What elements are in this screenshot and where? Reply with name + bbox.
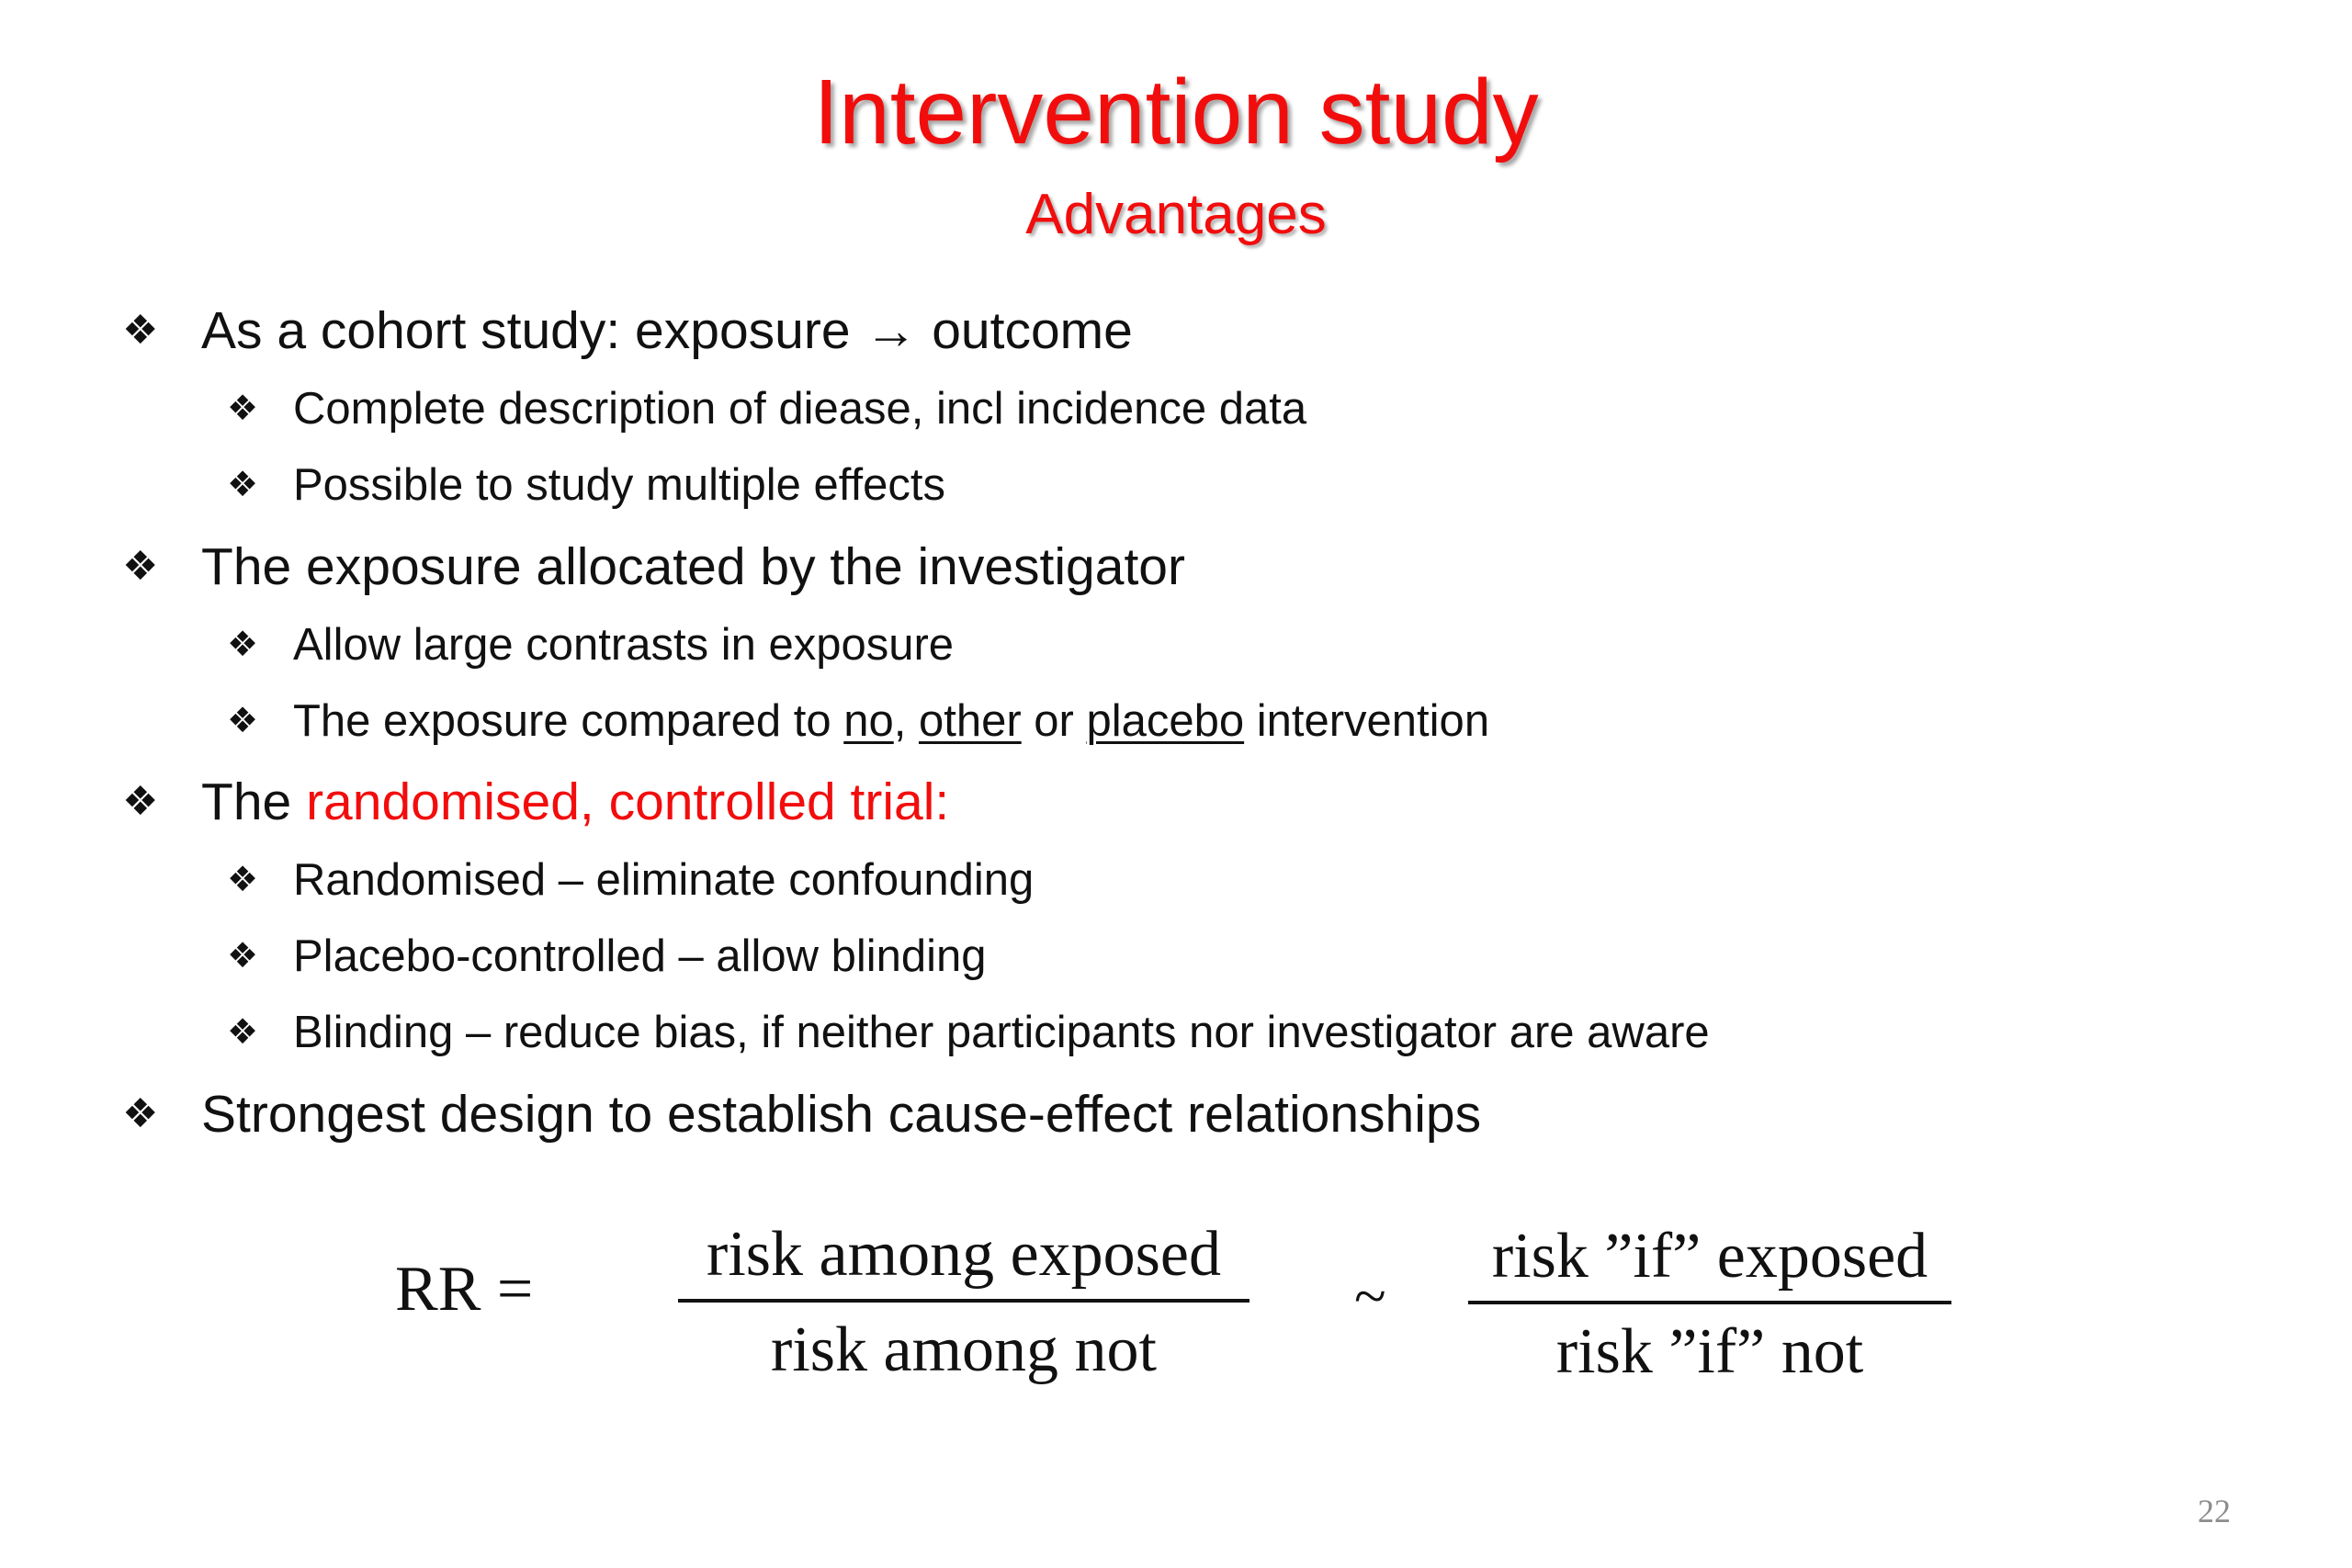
bullet-icon: ❖	[227, 626, 259, 664]
bullet-icon: ❖	[122, 308, 159, 353]
bullet-icon: ❖	[227, 702, 259, 740]
fraction-denominator: risk ”if” not	[1555, 1316, 1864, 1387]
bullet-text: Complete description of diease, incl incidence data	[293, 384, 1307, 434]
fraction-bar	[1468, 1301, 1951, 1304]
fraction-bar	[678, 1299, 1250, 1303]
slide-subtitle: Advantages	[1025, 183, 1327, 246]
slide-title: Intervention study	[813, 61, 1539, 164]
bullet-text: Randomised – eliminate confounding	[293, 855, 1035, 905]
bullet-text: Allow large contrasts in exposure	[293, 620, 955, 670]
fraction-denominator: risk among not	[771, 1314, 1157, 1385]
underlined-word-no: no	[843, 696, 894, 746]
page-number: 22	[2198, 1493, 2231, 1529]
fraction-numerator: risk ”if” exposed	[1491, 1221, 1928, 1292]
bullet-icon: ❖	[122, 1091, 159, 1136]
bullet-icon: ❖	[227, 389, 259, 428]
text-segment: The exposure compared to	[293, 696, 844, 746]
fraction-numerator: risk among exposed	[707, 1219, 1221, 1290]
underlined-word-placebo: placebo	[1086, 696, 1245, 746]
bullet-text: Placebo-controlled – allow blinding	[293, 931, 987, 981]
fraction-counterfactual	[1468, 1218, 1951, 1391]
bullet-icon: ❖	[227, 861, 259, 899]
bullet-text: Blinding – reduce bias, if neither participants nor investigator are aware	[293, 1008, 1710, 1057]
bullet-icon: ❖	[227, 466, 259, 504]
fraction-observed	[678, 1216, 1250, 1389]
bullet-text: Strongest design to establish cause-effect relationships	[201, 1085, 1482, 1144]
bullet-icon: ❖	[227, 937, 259, 976]
formula-lhs: RR =	[395, 1254, 534, 1325]
text-segment: intervention	[1244, 696, 1490, 746]
underlined-word-other: other	[918, 696, 1022, 746]
bullet-text: The exposure allocated by the investigator	[201, 537, 1185, 596]
text-segment: or	[1021, 696, 1087, 746]
approx-symbol: ~	[1354, 1263, 1386, 1328]
bullet-icon: ❖	[122, 544, 159, 589]
bullet-icon: ❖	[122, 779, 159, 824]
text-segment: ,	[893, 696, 919, 746]
bullet-text: Possible to study multiple effects	[293, 460, 945, 510]
bullet-icon: ❖	[227, 1013, 259, 1052]
text-segment: The	[201, 773, 307, 831]
bullet-text: As a cohort study: exposure → outcome	[201, 301, 1133, 360]
highlighted-text: randomised, controlled trial:	[306, 773, 950, 831]
